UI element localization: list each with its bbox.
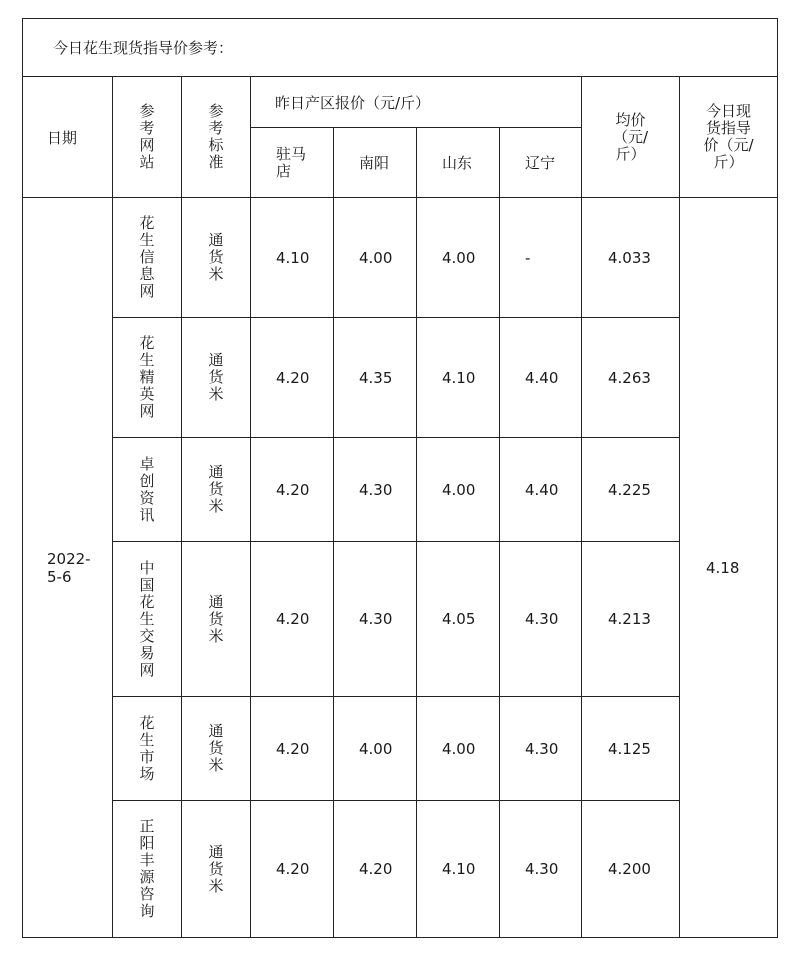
price-cell: 4.00 bbox=[417, 438, 500, 542]
avg-cell: 4.213 bbox=[582, 542, 680, 697]
header-yesterday-price: 昨日产区报价（元/斤） bbox=[251, 77, 582, 128]
avg-cell: 4.125 bbox=[582, 697, 680, 801]
standard-cell: 通货米 bbox=[182, 801, 251, 938]
header-region-shandong: 山东 bbox=[417, 128, 500, 198]
header-site: 参考网站 bbox=[113, 77, 182, 198]
price-cell: 4.10 bbox=[417, 801, 500, 938]
table-title: 今日花生现货指导价参考： bbox=[23, 19, 778, 77]
standard-cell: 通货米 bbox=[182, 542, 251, 697]
price-cell: 4.30 bbox=[500, 801, 582, 938]
price-cell: 4.40 bbox=[500, 318, 582, 438]
site-cell: 中国花生交易网 bbox=[113, 542, 182, 697]
standard-cell: 通货米 bbox=[182, 438, 251, 542]
site-cell: 花生市场 bbox=[113, 697, 182, 801]
price-cell: 4.10 bbox=[251, 198, 334, 318]
price-cell: 4.35 bbox=[334, 318, 417, 438]
header-region-zhumadian: 驻马店 bbox=[251, 128, 334, 198]
price-cell: 4.00 bbox=[334, 697, 417, 801]
standard-cell: 通货米 bbox=[182, 198, 251, 318]
header-avg: 均价（元/斤） bbox=[582, 77, 680, 198]
standard-cell: 通货米 bbox=[182, 697, 251, 801]
avg-cell: 4.200 bbox=[582, 801, 680, 938]
price-cell: 4.10 bbox=[417, 318, 500, 438]
price-cell: 4.20 bbox=[251, 697, 334, 801]
price-cell: 4.30 bbox=[334, 438, 417, 542]
price-cell: 4.00 bbox=[417, 697, 500, 801]
header-guide: 今日现货指导价（元/斤） bbox=[680, 77, 778, 198]
price-cell: 4.00 bbox=[417, 198, 500, 318]
site-cell: 卓创资讯 bbox=[113, 438, 182, 542]
guide-price-cell: 4.18 bbox=[680, 198, 778, 938]
avg-cell: 4.033 bbox=[582, 198, 680, 318]
site-cell: 花生精英网 bbox=[113, 318, 182, 438]
table-row bbox=[23, 198, 778, 318]
price-cell: 4.40 bbox=[500, 438, 582, 542]
price-cell: 4.30 bbox=[334, 542, 417, 697]
price-cell: 4.20 bbox=[251, 318, 334, 438]
price-cell: 4.20 bbox=[251, 801, 334, 938]
price-cell: 4.30 bbox=[500, 542, 582, 697]
price-cell: 4.20 bbox=[251, 542, 334, 697]
header-standard: 参考标准 bbox=[182, 77, 251, 198]
site-cell: 花生信息网 bbox=[113, 198, 182, 318]
header-region-liaoning: 辽宁 bbox=[500, 128, 582, 198]
standard-cell: 通货米 bbox=[182, 318, 251, 438]
avg-cell: 4.263 bbox=[582, 318, 680, 438]
price-cell: 4.20 bbox=[251, 438, 334, 542]
table-row bbox=[23, 697, 778, 801]
table-row bbox=[23, 438, 778, 542]
site-cell: 正阳丰源咨询 bbox=[113, 801, 182, 938]
avg-cell: 4.225 bbox=[582, 438, 680, 542]
table-row bbox=[23, 318, 778, 438]
table-row bbox=[23, 542, 778, 697]
price-cell: 4.20 bbox=[334, 801, 417, 938]
price-cell: 4.30 bbox=[500, 697, 582, 801]
table-row bbox=[23, 801, 778, 938]
price-table bbox=[22, 18, 778, 938]
header-date: 日期 bbox=[23, 77, 113, 198]
date-cell: 2022-5-6 bbox=[23, 198, 113, 938]
price-cell: - bbox=[500, 198, 582, 318]
price-cell: 4.05 bbox=[417, 542, 500, 697]
header-region-nanyang: 南阳 bbox=[334, 128, 417, 198]
price-cell: 4.00 bbox=[334, 198, 417, 318]
